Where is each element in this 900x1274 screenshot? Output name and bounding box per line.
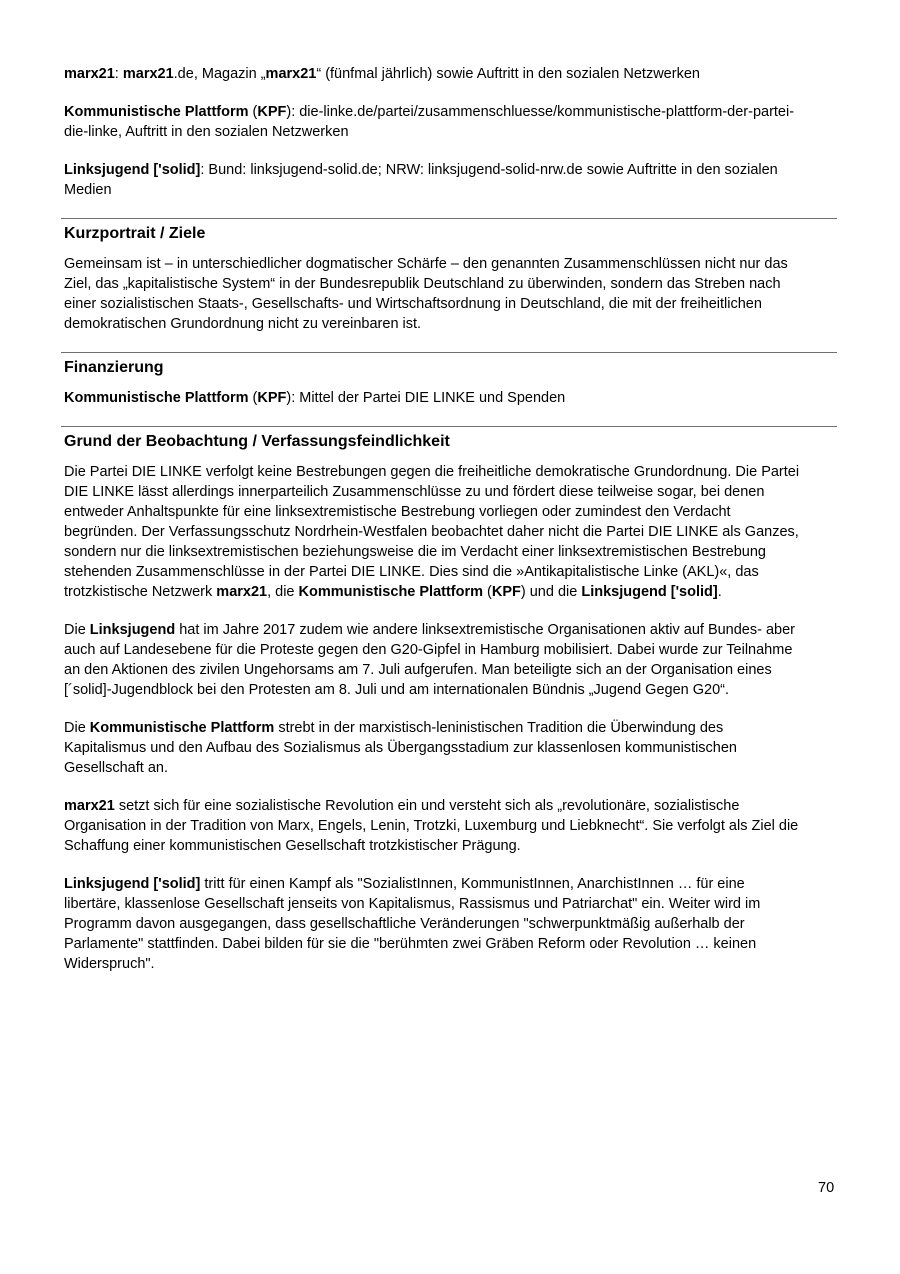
text-run: : Bund: linksjugend-solid.de; NRW: linksjugend-solid-nrw.de sowie Auftritte in den sozialen	[200, 162, 778, 178]
text-run: .de, Magazin „	[173, 66, 266, 82]
text-line	[64, 122, 839, 142]
text-line	[64, 894, 839, 914]
text-line	[64, 738, 839, 758]
text-line	[64, 718, 839, 738]
text-run: “ (fünfmal jährlich) sowie Auftritt in den sozialen Netzwerken	[316, 66, 700, 82]
text-run: DIE LINKE lässt allerdings innerparteilich Zusammenschlüsse zu und fördert diese teilweise sogar, bei denen	[64, 484, 765, 500]
text-run: Widerspruch".	[64, 956, 155, 972]
paragraph	[64, 64, 839, 84]
text-run: (	[248, 104, 258, 120]
text-run: tritt für einen Kampf als "SozialistInnen, KommunistInnen, AnarchistInnen … für eine	[200, 876, 745, 892]
section-heading: Grund der Beobachtung / Verfassungsfeindlichkeit	[64, 433, 450, 450]
bold-text: KPF	[257, 390, 287, 406]
section-heading: Finanzierung	[64, 359, 164, 376]
paragraph	[64, 160, 839, 200]
text-line	[64, 482, 839, 502]
text-run: , die	[267, 584, 299, 600]
text-line	[64, 758, 839, 778]
text-line	[64, 294, 839, 314]
bold-text: Linksjugend ['solid]	[64, 876, 201, 892]
text-run: einer sozialistischen Staats-, Gesellschafts- und Wirtschaftsordnung in Deutschland, die mit der freiheitlichen	[64, 296, 762, 312]
text-line	[64, 640, 839, 660]
paragraph	[64, 102, 839, 142]
text-line	[64, 914, 839, 934]
text-line	[64, 816, 839, 836]
bold-text: Linksjugend ['solid]	[581, 584, 718, 600]
text-run: an den Aktionen des zivilen Ungehorsams am 7. Juli aufgerufen. Man beteiligte sich an der Organisation eines	[64, 662, 772, 678]
text-line	[64, 388, 839, 408]
section-divider	[61, 218, 837, 219]
text-run: auch auf Landesebene für die Proteste gegen den G20-Gipfel in Hamburg mobilisiert. Dabei wurde zur Teilnahme	[64, 642, 793, 658]
text-run: Schaffung einer kommunistischen Gesellschaft trotzkistischer Prägung.	[64, 838, 521, 854]
bold-text: KPF	[491, 584, 521, 600]
text-run: (	[483, 584, 492, 600]
bold-text: marx21	[64, 66, 115, 82]
bold-text: KPF	[257, 104, 287, 120]
bold-text: marx21	[122, 66, 174, 82]
text-line	[64, 660, 839, 680]
text-line	[64, 254, 839, 274]
paragraph	[64, 874, 839, 974]
bold-text: Kommunistische Plattform	[298, 584, 484, 600]
text-run: ): Mittel der Partei DIE LINKE und Spenden	[286, 390, 566, 406]
text-line	[64, 502, 839, 522]
bold-text: Linksjugend ['solid]	[64, 162, 201, 178]
text-line	[64, 102, 839, 122]
text-run: Kapitalismus und den Aufbau des Sozialismus als Übergangsstadium zur klassenlosen kommunistischen	[64, 740, 737, 756]
text-run: ) und die	[520, 584, 582, 600]
text-line	[64, 462, 839, 482]
text-run: die-linke, Auftritt in den sozialen Netzwerken	[64, 124, 349, 140]
text-line	[64, 582, 839, 602]
text-run: Die Partei DIE LINKE verfolgt keine Bestrebungen gegen die freiheitliche demokratische Grundordnung. Die Partei	[64, 464, 800, 480]
text-line	[64, 542, 839, 562]
text-line	[64, 160, 839, 180]
text-run: ): die-linke.de/partei/zusammenschluesse/kommunistische-plattform-der-partei-	[286, 104, 795, 120]
text-run: .	[717, 584, 722, 600]
bold-text: Linksjugend	[89, 622, 176, 638]
text-run: Medien	[64, 182, 112, 198]
text-run: strebt in der marxistisch-leninistischen Tradition die Überwindung des	[274, 720, 724, 736]
text-run: Die	[64, 622, 90, 638]
paragraph	[64, 796, 839, 856]
section-divider	[61, 426, 837, 427]
paragraph	[64, 254, 839, 334]
text-run: libertäre, klassenlose Gesellschaft jenseits von Kapitalismus, Rassismus und Patriarchat" ein. Weiter wird im	[64, 896, 761, 912]
text-run: Programm davon ausgegangen, dass gesellschaftliche Veränderungen "schwerpunktmäßig außerhalb der	[64, 916, 745, 932]
text-line	[64, 620, 839, 640]
text-run: Die	[64, 720, 90, 736]
text-run: stehenden Zusammenschlüsse in der Partei DIE LINKE. Dies sind die »Antikapitalistische Linke (AKL)«, das	[64, 564, 759, 580]
paragraph	[64, 462, 839, 602]
text-line	[64, 796, 839, 816]
text-line	[64, 934, 839, 954]
paragraph	[64, 388, 839, 408]
text-line	[64, 874, 839, 894]
paragraph	[64, 620, 839, 700]
bold-text: Kommunistische Plattform	[64, 104, 249, 120]
text-run: demokratischen Grundordnung nicht zu vereinbaren ist.	[64, 316, 422, 332]
bold-text: marx21	[265, 66, 317, 82]
paragraph	[64, 718, 839, 778]
text-line	[64, 180, 839, 200]
text-run: entweder Anhaltspunkte für eine linksextremistische Bestrebung vorliegen oder zumindest den Verdacht	[64, 504, 731, 520]
text-line	[64, 836, 839, 856]
text-line	[64, 954, 839, 974]
text-run: begründen. Der Verfassungsschutz Nordrhein-Westfalen beobachtet daher nicht die Partei DIE LINKE als Ganzes,	[64, 524, 799, 540]
page-number: 70	[818, 1180, 835, 1196]
text-run: Gemeinsam ist – in unterschiedlicher dogmatischer Schärfe – den genannten Zusammenschlüssen nicht nur das	[64, 256, 788, 272]
text-run: hat im Jahre 2017 zudem wie andere linksextremistische Organisationen aktiv auf Bundes- aber	[175, 622, 796, 638]
section-heading: Kurzportrait / Ziele	[64, 225, 206, 242]
text-line	[64, 314, 839, 334]
text-run: Ziel, das „kapitalistische System“ in der Bundesrepublik Deutschland zu überwinden, sondern das Streben nach	[64, 276, 781, 292]
text-line	[64, 680, 839, 700]
bold-text: Kommunistische Plattform	[64, 390, 249, 406]
text-run: setzt sich für eine sozialistische Revolution ein und versteht sich als „revolutionäre, sozialistische	[114, 798, 740, 814]
text-run: Organisation in der Tradition von Marx, Engels, Lenin, Trotzki, Luxemburg und Liebknecht“. Sie verfolgt als Ziel die	[64, 818, 799, 834]
text-run: Gesellschaft an.	[64, 760, 168, 776]
text-line	[64, 274, 839, 294]
section-divider	[61, 352, 837, 353]
text-line	[64, 64, 839, 84]
bold-text: Kommunistische Plattform	[89, 720, 275, 736]
text-run: (	[248, 390, 258, 406]
text-run: trotzkistische Netzwerk	[64, 584, 217, 600]
text-run: :	[114, 66, 123, 82]
text-line	[64, 522, 839, 542]
document-page	[64, 64, 839, 992]
text-run: Parlamente" stattfinden. Dabei bilden für sie die "berühmten zwei Gräben Reform oder Revolution … keinen	[64, 936, 757, 952]
bold-text: marx21	[64, 798, 115, 814]
text-line	[64, 562, 839, 582]
text-run: [´solid]-Jugendblock bei den Protesten am 8. Juli und am internationalen Bündnis „Jugend Gegen G20“.	[64, 682, 729, 698]
text-run: sondern nur die linksextremistischen beziehungsweise die im Verdacht einer linksextremistischen Bestrebung	[64, 544, 766, 560]
bold-text: marx21	[216, 584, 268, 600]
